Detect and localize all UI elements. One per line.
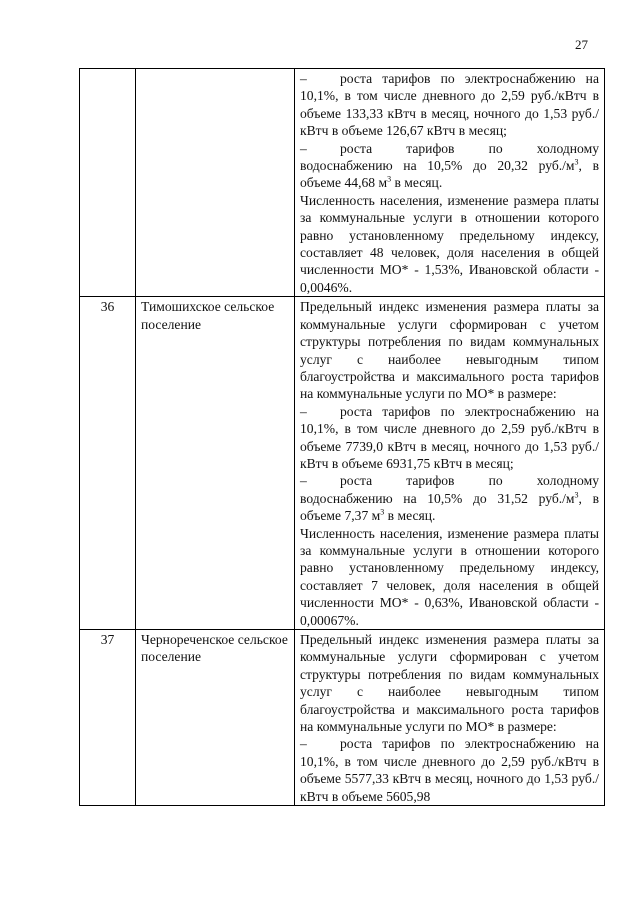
paragraph-text: в месяц. <box>384 508 436 524</box>
settlement-name <box>136 69 295 297</box>
electricity-tariff-item <box>300 403 599 473</box>
dash-marker: – <box>300 403 307 419</box>
superscript: 3 <box>574 157 579 167</box>
paragraph-text: роста тарифов по холодному водоснабжению на 10,5% до 31,52 руб./м <box>300 473 599 506</box>
table-row <box>80 630 605 806</box>
paragraph-text: , в объеме 44,68 м <box>300 158 600 191</box>
paragraph-text: в месяц. <box>391 175 443 191</box>
water-tariff-item <box>300 472 599 524</box>
index-description <box>295 69 605 297</box>
intro-paragraph: Предельный индекс изменения размера платы за коммунальные услуги сформирован с учетом структуры потребления по видам коммунальных услуг с наиболее невыгодным типом благоустройства и максимального роста тарифов на коммунальные услуги по МО* в размере: <box>300 632 599 735</box>
electricity-tariff-item <box>300 735 599 805</box>
table-row <box>80 297 605 630</box>
population-paragraph: Численность населения, изменение размера платы за коммунальные услуги в отношении которого равно установленному предельному индексу, составляет 48 человек, доля населения в общей численности МО* - 1,53%, Ивановской области - 0,0046%. <box>300 192 599 295</box>
superscript: 3 <box>380 507 385 517</box>
dash-marker: – <box>300 473 307 489</box>
index-description <box>295 630 605 806</box>
page-number: 27 <box>575 37 588 52</box>
superscript: 3 <box>387 174 392 184</box>
electricity-tariff-item <box>300 70 599 140</box>
water-tariff-item <box>300 140 599 192</box>
superscript: 3 <box>574 490 579 500</box>
table-row <box>80 69 605 297</box>
intro-paragraph: Предельный индекс изменения размера платы за коммунальные услуги сформирован с учетом структуры потребления по видам коммунальных услуг с наиболее невыгодным типом благоустройства и максимального роста тарифов на коммунальные услуги по МО* в размере: <box>300 299 599 402</box>
dash-marker: – <box>300 140 307 156</box>
row-number: 36 <box>80 297 136 630</box>
row-number: 37 <box>80 630 136 806</box>
paragraph-text: , в объеме 7,37 м <box>300 490 600 524</box>
tariff-index-table <box>79 68 605 806</box>
index-description <box>295 297 605 630</box>
paragraph-text: роста тарифов по электроснабжению на 10,1%, в том числе дневного до 2,59 руб./кВтч в объеме 5577,33 кВтч в месяц, ночного до 1,53 руб./кВтч в объеме 5605,98 <box>300 736 599 804</box>
paragraph-text: роста тарифов по холодному водоснабжению на 10,5% до 20,32 руб./м <box>300 140 599 174</box>
settlement-name: Чернореченское сельское поселение <box>136 630 295 806</box>
dash-marker: – <box>300 71 307 86</box>
population-paragraph: Численность населения, изменение размера платы за коммунальные услуги в отношении которого равно установленному предельному индексу, составляет 7 человек, доля населения в общей численности МО* - 0,63%, Ивановской области - 0,00067%. <box>300 525 599 628</box>
dash-marker: – <box>300 736 307 752</box>
settlement-name: Тимошихское сельское поселение <box>136 297 295 630</box>
paragraph-text: роста тарифов по электроснабжению на 10,1%, в том числе дневного до 2,59 руб./кВтч в объеме 133,33 кВтч в месяц, ночного до 1,53 руб./кВтч в объеме 126,67 кВтч в месяц; <box>300 71 599 139</box>
paragraph-text: роста тарифов по электроснабжению на 10,1%, в том числе дневного до 2,59 руб./кВтч в объеме 7739,0 кВтч в месяц, ночного до 1,53 руб./кВтч в объеме 6931,75 кВтч в месяц; <box>300 403 599 471</box>
row-number <box>80 69 136 297</box>
